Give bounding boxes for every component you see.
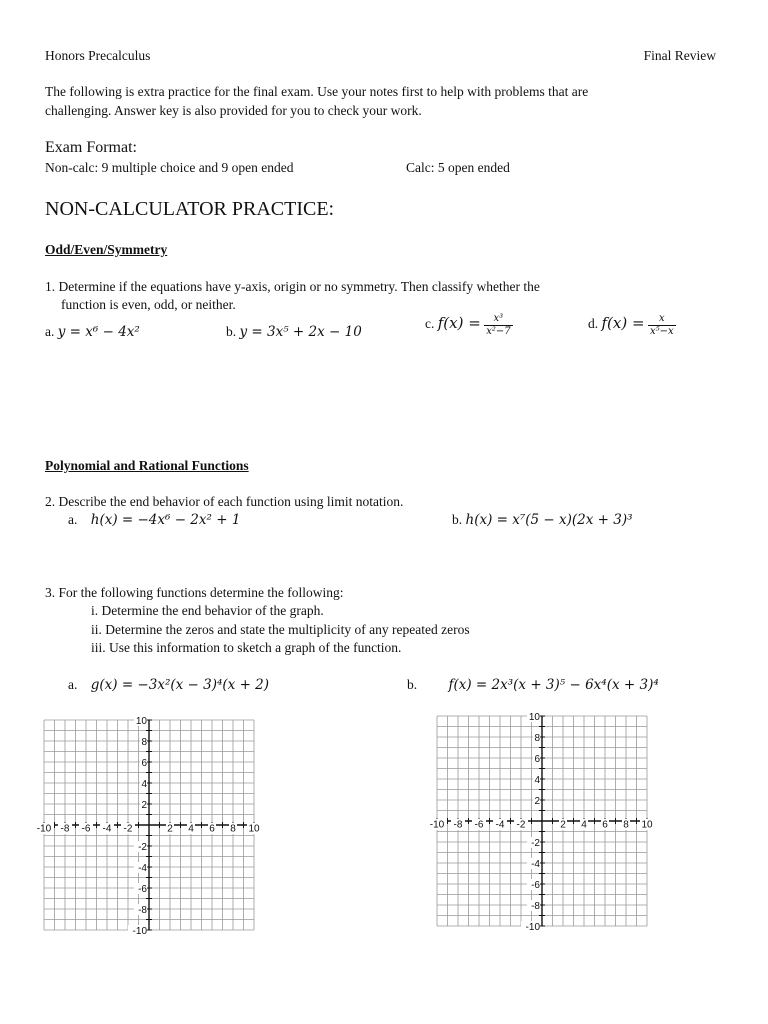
x-tick-label: -10 xyxy=(429,819,445,831)
q3-a-label: a. xyxy=(68,677,78,692)
y-tick-label: -8 xyxy=(138,905,147,916)
q2-b-label: b. xyxy=(452,512,463,527)
section-title: NON-CALCULATOR PRACTICE: xyxy=(45,198,335,220)
part1-heading: Odd/Even/Symmetry xyxy=(45,242,168,257)
q1-part-d xyxy=(588,313,676,337)
y-tick-label: 4 xyxy=(141,779,147,790)
y-tick-label: 6 xyxy=(534,754,540,765)
x-tick-label: 2 xyxy=(167,823,173,835)
q1-c-fraction xyxy=(484,313,512,337)
question-3: 3. For the following functions determine the following: xyxy=(45,585,344,600)
q1-d-fraction xyxy=(648,313,676,337)
question-1-line-2: function is even, odd, or neither. xyxy=(61,297,236,312)
q1-d-denominator: x⁵−x xyxy=(649,325,674,337)
q1-c-lhs: f(x) = xyxy=(437,314,481,333)
y-tick-label: -10 xyxy=(525,922,540,932)
q1-c-label: c. xyxy=(425,316,435,332)
exam-format-heading: Exam Format: xyxy=(45,139,137,156)
x-tick-label: 2 xyxy=(560,819,566,831)
y-tick-label: -4 xyxy=(138,863,147,874)
question-1-line-1: 1. Determine if the equations have y-axis, origin or no symmetry. Then classify whether the xyxy=(45,279,540,294)
x-tick-label: 6 xyxy=(602,819,608,831)
q1-a-expression: y = x⁶ − 4x² xyxy=(57,324,140,340)
q1-a-label: a. xyxy=(45,324,55,339)
question-3-step-ii: ii. Determine the zeros and state the multiplicity of any repeated zeros xyxy=(91,622,470,637)
y-tick-label: -8 xyxy=(531,901,540,912)
q1-c-denominator: x²−7 xyxy=(486,325,511,337)
y-tick-label: -6 xyxy=(138,884,147,895)
x-tick-label: -10 xyxy=(36,823,52,835)
x-tick-label: -8 xyxy=(60,823,70,835)
q2-part-b xyxy=(452,512,633,528)
y-tick-label: -4 xyxy=(531,859,540,870)
x-tick-label: 8 xyxy=(230,823,236,835)
q1-d-label: d. xyxy=(588,316,599,332)
q2-a-label: a. xyxy=(68,512,78,527)
x-tick-label: -2 xyxy=(516,819,526,831)
x-tick-label: 6 xyxy=(209,823,215,835)
x-tick-label: -8 xyxy=(453,819,463,831)
x-tick-label: -4 xyxy=(102,823,112,835)
q3-b-label: b. xyxy=(407,677,418,692)
y-tick-label: -2 xyxy=(138,842,147,853)
y-tick-label: 8 xyxy=(141,737,147,748)
question-2: 2. Describe the end behavior of each function using limit notation. xyxy=(45,494,404,509)
q1-b-label: b. xyxy=(226,324,237,339)
q1-part-a xyxy=(45,324,140,340)
part2-heading: Polynomial and Rational Functions xyxy=(45,458,249,473)
q3-b-expression: f(x) = 2x³(x + 3)⁵ − 6x⁴(x + 3)⁴ xyxy=(448,677,659,693)
y-tick-label: -10 xyxy=(132,926,147,936)
x-tick-label: 8 xyxy=(623,819,629,831)
course-name: Honors Precalculus xyxy=(45,48,151,63)
x-tick-label: -4 xyxy=(495,819,505,831)
y-tick-label: 10 xyxy=(528,712,540,723)
document-title: Final Review xyxy=(643,48,716,63)
q1-part-c xyxy=(425,313,513,337)
coordinate-grid-a[interactable] xyxy=(30,708,266,936)
x-tick-label: 10 xyxy=(248,823,260,835)
q1-b-expression: y = 3x⁵ + 2x − 10 xyxy=(239,324,362,340)
y-tick-label: 2 xyxy=(534,796,540,807)
x-tick-label: 4 xyxy=(188,823,194,835)
y-tick-label: 10 xyxy=(135,716,147,727)
intro-line-1: The following is extra practice for the final exam. Use your notes first to help with problems that are xyxy=(45,84,589,99)
y-tick-label: -6 xyxy=(531,880,540,891)
coordinate-grid-b[interactable] xyxy=(423,704,659,932)
q2-a-expression: h(x) = −4x⁶ − 2x² + 1 xyxy=(90,512,241,528)
y-tick-label: 2 xyxy=(141,800,147,811)
x-tick-label: -6 xyxy=(81,823,91,835)
y-tick-label: 8 xyxy=(534,733,540,744)
q1-part-b xyxy=(226,324,362,340)
exam-format-calc: Calc: 5 open ended xyxy=(406,160,510,175)
q1-d-numerator: x xyxy=(648,313,676,326)
question-3-step-iii: iii. Use this information to sketch a graph of the function. xyxy=(91,640,402,655)
exam-format-noncalc: Non-calc: 9 multiple choice and 9 open ended xyxy=(45,160,294,175)
x-tick-label: -6 xyxy=(474,819,484,831)
intro-line-2: challenging. Answer key is also provided for you to check your work. xyxy=(45,103,422,118)
q3-a-expression: g(x) = −3x²(x − 3)⁴(x + 2) xyxy=(90,677,270,693)
q2-b-expression: h(x) = x⁷(5 − x)(2x + 3)³ xyxy=(465,512,633,528)
y-tick-label: 4 xyxy=(534,775,540,786)
q2-part-a xyxy=(68,512,240,528)
y-tick-label: -2 xyxy=(531,838,540,849)
y-tick-label: 6 xyxy=(141,758,147,769)
q1-c-numerator: x³ xyxy=(484,313,512,326)
q1-d-lhs: f(x) = xyxy=(601,314,645,333)
q3-part-b xyxy=(407,677,659,693)
x-tick-label: 4 xyxy=(581,819,587,831)
x-tick-label: 10 xyxy=(641,819,653,831)
q3-part-a xyxy=(68,677,269,693)
question-3-step-i: i. Determine the end behavior of the graph. xyxy=(91,603,324,618)
x-tick-label: -2 xyxy=(123,823,133,835)
